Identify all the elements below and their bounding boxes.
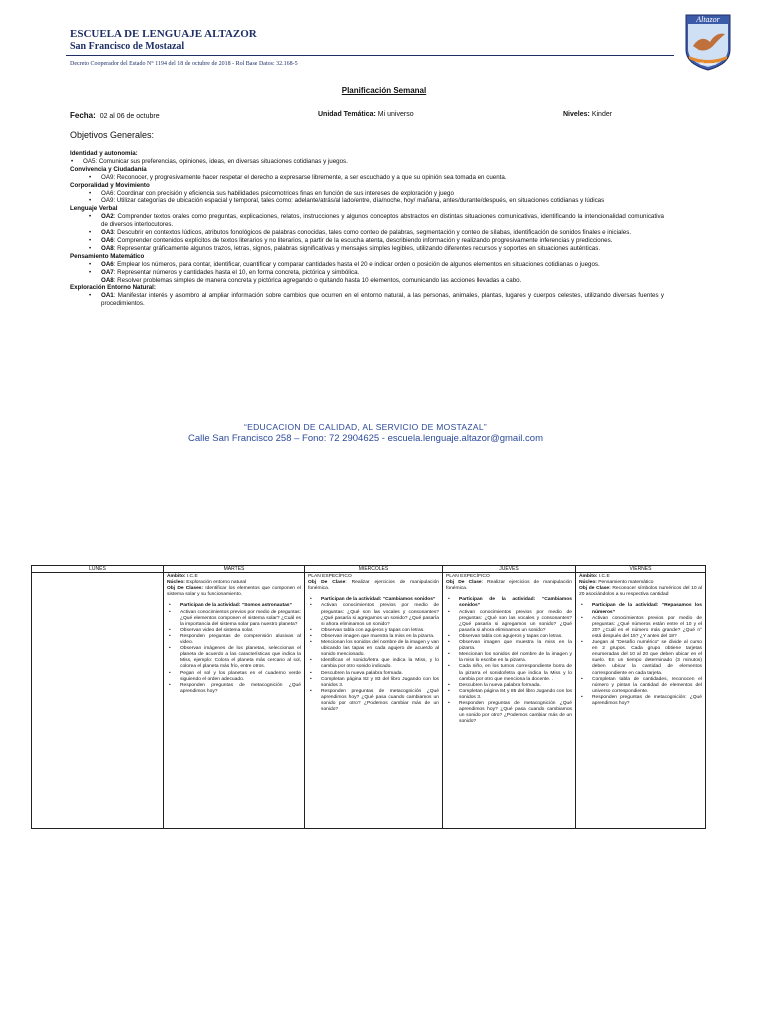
school-logo — [683, 12, 733, 72]
cell-lunes — [32, 573, 164, 829]
objective-item: • OA2: Comprender textos orales como preguntas, explicaciones, relatos, instrucciones y algunos conceptos abstractos en distintas situaciones comunicativas, identificando la intencionalidad comunicativa de diversos interlocutores. — [89, 213, 664, 229]
objective-category: Convivencia y Ciudadanía — [70, 165, 147, 173]
unidad-label: Unidad Temática — [318, 111, 374, 118]
objective-item: • OA6: Comprender contenidos explícitos de textos literarios y no literarios, a partir de la escucha atenta, describiendo información y realizando progresivamente inferencias y predicciones. — [89, 236, 613, 244]
col-header-viernes: VIERNES — [576, 566, 706, 573]
objective-item: OA8: Resolver problemas simples de manera concreta y pictórica agregando o quitando hasta 10 elementos, comunicando las acciones llevadas a cabo. — [101, 276, 522, 284]
col-header-lunes: LUNES — [32, 566, 164, 573]
fecha-field: Fecha: 02 al 06 de octubre — [70, 111, 160, 120]
fecha-label: Fecha — [70, 111, 94, 120]
objective-item: • OA5: Comunicar sus preferencias, opiniones, ideas, en diversas situaciones cotidianas y juegos. — [71, 157, 348, 165]
fecha-value: 02 al 06 de octubre — [99, 113, 160, 120]
objective-category: Corporalidad y Movimiento — [70, 181, 150, 189]
weekly-plan-table — [31, 565, 706, 829]
page-title: Planificación Semanal — [341, 86, 427, 95]
objective-item: • OA6: Emplear los números, para contar, identificar, cuantificar y comparar cantidades hasta el 20 e indicar orden o posición de algunos elementos en situaciones cotidianas o juegos. — [89, 260, 600, 268]
objective-category: Exploración Entorno Natural: — [70, 284, 156, 292]
logo-top-text: Altazor — [696, 15, 720, 24]
school-name: ESCUELA DE LENGUAJE ALTAZOR — [70, 28, 257, 40]
objective-item: • OA6: Coordinar con precisión y eficiencia sus habilidades psicomotrices finas en función de sus intereses de exploración y juego — [89, 189, 454, 197]
objective-category: Pensamiento Matemático — [70, 252, 145, 260]
niveles-field: Niveles: Kinder — [563, 111, 613, 118]
niveles-label: Niveles — [563, 111, 588, 118]
objective-category: Lenguaje Verbal — [70, 205, 118, 213]
col-header-jueves: JUEVES — [443, 566, 576, 573]
logo-bottom-text: Mostazal — [699, 61, 717, 66]
unidad-value: Mi universo — [377, 111, 414, 118]
objective-item: • OA1: Manifestar interés y asombro al ampliar información sobre cambios que ocurren en el entorno natural, a las personas, animales, plantas, lugares y cuerpos celestes, utilizando diversas fuentes y procedimientos. — [89, 292, 664, 308]
table-row — [32, 573, 706, 829]
cell-martes: Ámbito: I.C.E Núcleo: Exploración entorno natural Obj De Clases: Identificar los elementos que componen el sistema solar y su funcionamiento. • Participan de la actividad: “Somos astronautas” • Activan conocimientos previos por medio de preguntas: ¿Qué elementos componen el sistema solar? ¿Cuál es la importancia del sistema solar para nuestro planeta? • Observan video del sistema solar. • Responden preguntas de comprensión alusivas al video. • Observan imágenes de los planetas, seleccionan el planeta de acuerdo a las características que indica la Miss, ejemplo: Colora el planeta más cercano al sol, colorea el planeta más frío, entre otros. • Pegan el sol y los planetas en el cuaderno verde siguiendo el orden adecuado. • Responden preguntas de metacognición ¿Qué aprendimos hoy? — [164, 573, 305, 829]
objective-item: • OA9: Utilizar categorías de ubicación espacial y temporal, tales como: adelante/atrás/al lado/entre, día/noche, hoy/ mañana, antes/durante/después, en situaciones cotidianas y lúdicas — [89, 197, 605, 205]
cell-jueves: PLAN ESPECÍFICO Obj De Clase: Realizar ejercicios de manipulación fonémica. • Participan de la actividad: “Cambiamos sonidos” • Activan conocimientos previos por medio de preguntas: ¿Qué son las vocales y consonantes? ¿Qué pasaría si agregamos un sonido? ¿Qué pasaría si ahora eliminamos un sonido? • Observan tabla con agujeros y tapas con letras. • Observan imagen que muestra la miss en la pizarra. • Mencionan los sonidos del nombre de la imagen y la miss lo escribe en la pizarra. • Cada niño, en los turnos correspondiente borra de la pizarra el sonido/letra que indica la Miss y lo cambia por otro que menciona la docente. . • Descubren la nueva palabra formada. • Completan página 84 y 85 del libro Jugando con los sonidos 3. • Responden preguntas de metacognición ¿Qué aprendimos hoy? ¿Qué pasa cuando cambiamos un sonido por otro? ¿Podemos cambiar más de un sonido? — [443, 573, 576, 829]
school-address: Calle San Francisco 258 – Fono: 72 2904625 - escuela.lenguaje.altazor@gmail.com — [187, 433, 544, 444]
cell-viernes: Ámbito: I.C.E Núcleo: Pensamiento matemático Obj de Clase: Reconocer símbolos numéricos del 10 al 20 asociándolos a su respectiva cantidad • Participan de la actividad: “Repasamos los números” • Activan conocimientos previos por medio de preguntas: ¿Qué números están entre el 10 y el 20? ¿Cuál es el número más grande? ¿Qué n° está después del 15? ¿Y antes del 18? • Juegan al “Desafío numérico” se divide al curso en 2 grupos. Cada grupo obtiene tarjetas enumeradas del 10 al 20 que deben ubicar en el suelo. En un tiempo determinado (3 minutos) deben ubicar la cantidad de elementos correspondiente en cada tarjeta. • Completan tabla de cantidades, reconocen el número y pintan la cantidad de elementos del universo correspondiente. • Responden preguntas de metacognición: ¿Qué aprendimos hoy? — [576, 573, 706, 829]
objectives-list — [70, 150, 664, 308]
unidad-field: Unidad Temática: Mi universo — [318, 111, 414, 118]
header-divider — [66, 55, 674, 56]
cell-miercoles: PLAN ESPECÍFICO Obj De Clase: Realizar ejercicios de manipulación fonémica. • Participan de la actividad: “Cambiamos sonidos” • Activan conocimientos previos por medio de preguntas: ¿Qué son las vocales y consonantes? ¿Qué pasaría si agregamos un sonido? ¿Qué pasaría si ahora eliminamos un sonido? • Observan tabla con agujeros y tapas con letras. • Observan imagen que muestra la miss en la pizarra. • Mencionan los sonidos del nombre de la imagen y van ubicando las tapas en cada agujero de acuerdo al sonido mencionado. • Identifican el sonido/letra que indica la Miss, y lo cambia por otro sonido indicado. • Descubren la nueva palabra formada. • Completan página 82 y 83 del libro Jugando con los sonidos 3. • Responden preguntas de metacognición ¿Qué aprendimos hoy? ¿Qué pasa cuando cambiamos un sonido por otro? ¿Podemos cambiar más de un sonido? — [305, 573, 443, 829]
objective-item: • OA9: Reconocer, y progresivamente hacer respetar el derecho a expresarse libremente, a ser escuchado y a que su opinión sea tomada en cuenta. — [89, 173, 507, 181]
decree-text: Decreto Cooperador del Estado N° 1194 del 18 de octubre de 2018 - Rol Base Datos: 32.168-5 — [70, 61, 298, 67]
table-header-row — [32, 566, 706, 573]
col-header-miercoles: MIERCOLES — [305, 566, 443, 573]
objective-item: • OA8: Representar gráficamente algunos trazos, letras, signos, palabras significativas y mensajes simples legibles, utilizando diferentes recursos y soportes en situaciones auténticas. — [89, 244, 601, 252]
niveles-value: Kinder — [591, 111, 613, 118]
objective-item: • OA3: Descubrir en contextos lúdicos, atributos fonológicos de palabras conocidas, tales como conteo de palabras, segmentación y conteo de sílabas, identificación de sonidos finales e iniciales. — [89, 229, 632, 237]
col-header-martes: MARTES — [164, 566, 305, 573]
objectives-title: Objetivos Generales: — [70, 130, 155, 140]
school-city: San Francisco de Mostazal — [70, 41, 185, 52]
school-motto: “EDUCACION DE CALIDAD, AL SERVICIO DE MOSTAZAL” — [243, 422, 487, 432]
objective-category: Identidad y autonomía: — [70, 150, 138, 157]
objective-item: • OA7: Representar números y cantidades hasta el 10, en forma concreta, pictórica y simbólica. — [89, 268, 360, 276]
